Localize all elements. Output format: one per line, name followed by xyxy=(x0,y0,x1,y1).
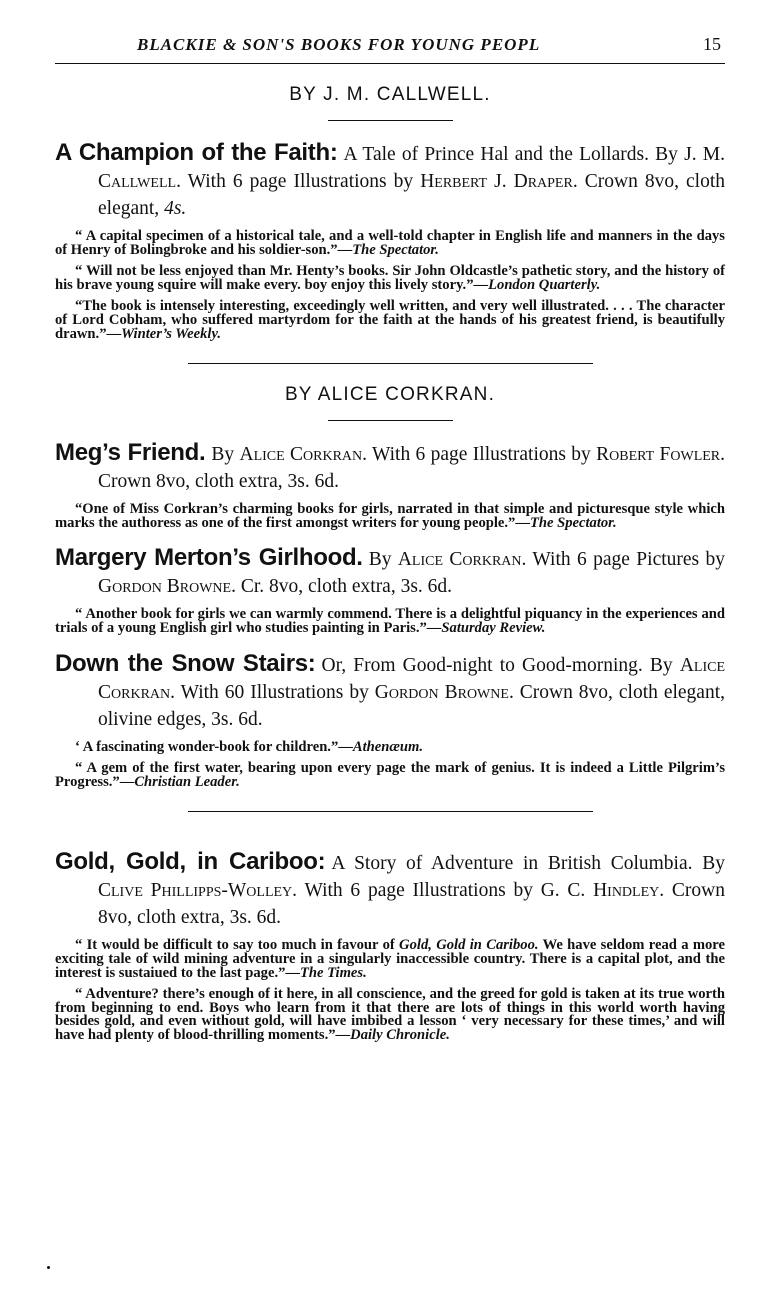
book-title: Gold, Gold, in Cariboo: xyxy=(55,848,326,876)
italic-text: Athenæum. xyxy=(352,738,423,755)
italic-text: London Quarterly. xyxy=(488,276,601,293)
book-title: Margery Merton’s Girlhood. xyxy=(55,544,363,572)
book-description xyxy=(55,544,725,600)
book-entry xyxy=(55,439,725,530)
book-entry xyxy=(55,544,725,635)
italic-text: The Spectator. xyxy=(529,514,617,531)
heading-rule xyxy=(328,420,453,421)
text-run: . With 60 Illustrations by xyxy=(170,681,375,703)
text-run: “ It would be difficult to say too much in favour of xyxy=(75,937,400,954)
text-run: By xyxy=(368,549,398,571)
text-run: . Crown 8vo, cloth elegant, olivine edges, 3s. 6d. xyxy=(98,681,725,730)
review-quote xyxy=(55,300,725,341)
text-run: By xyxy=(211,444,240,466)
stray-mark xyxy=(47,1266,50,1269)
text-run: “ Another book for girls we can warmly commend. There is a delightful piquancy in the experiences and trials of a young English girl who studies painting in Paris.”— xyxy=(55,606,725,636)
section-rule xyxy=(188,363,593,364)
italic-text: 4s. xyxy=(164,198,187,219)
review-quote xyxy=(55,762,725,789)
book-description xyxy=(55,848,725,931)
text-run: “The book is intensely interesting, exceedingly well written, and very well illustrated. . . . The character of Lord Cobham, who suffered martyrdom for the faith at the hands of his greatest friend, is beautifully drawn.”— xyxy=(55,298,725,342)
book-entry xyxy=(55,650,725,790)
text-run: We have seldom read a more exciting tale of wild mining adventure in a singularly inaccessible country. There is a capital plot, and the interest is sustaiued to the last page.”— xyxy=(55,937,725,981)
text-run: Or, From Good-night to Good-morning. By xyxy=(321,654,680,676)
text-run: ‘ A fascinating wonder-book for children.”— xyxy=(75,738,353,755)
review-quote xyxy=(55,608,725,635)
italic-text: Winter’s Weekly. xyxy=(121,325,222,342)
name-smallcaps: Robert Fowler xyxy=(596,444,721,466)
book-entry xyxy=(55,848,725,1042)
author-heading: BY ALICE CORKRAN. xyxy=(284,384,496,406)
author-section xyxy=(55,384,725,812)
book-listings xyxy=(55,84,725,1042)
review-quote xyxy=(55,503,725,530)
book-description xyxy=(55,439,725,495)
text-run: . Crown 8vo, cloth extra, 3s. 6d. xyxy=(98,444,726,493)
text-run: . With 6 page Illustrations by G. C. xyxy=(292,880,594,902)
running-title: BLACKIE & SON'S BOOKS FOR YOUNG PEOPL xyxy=(137,35,541,54)
italic-text: The Spectator. xyxy=(352,241,439,258)
text-run: . Cr. 8vo, cloth extra, 3s. 6d. xyxy=(231,576,453,598)
page-number: 15 xyxy=(703,34,721,54)
name-smallcaps: Hindley xyxy=(593,880,660,902)
text-run: “ Will not be less enjoyed than Mr. Henty’s books. Sir John Oldcastle’s pathetic story, and the history of his brave young squire will make every. boy enjoy this lively story.”— xyxy=(55,263,725,293)
book-title: Meg’s Friend. xyxy=(55,439,206,467)
text-run: . Crown 8vo, cloth extra, 3s. 6d. xyxy=(98,880,725,929)
italic-text: Daily Chronicle. xyxy=(350,1026,450,1043)
author-heading: BY J. M. CALLWELL. xyxy=(289,84,491,105)
text-run: “ A capital specimen of a historical tale, and a well-told chapter in English life and manners in the days of Henry of Bolingbroke and his soldier-son.”— xyxy=(55,228,725,258)
running-header xyxy=(55,34,725,64)
text-run: “One of Miss Corkran’s charming books for girls, narrated in that simple and picturesque style which marks the authoress as one of the first amongst writers for young people.”— xyxy=(55,501,725,531)
text-run: “ A gem of the first water, bearing upon every page the mark of genius. It is indeed a Little Pilgrim’s Progress.”— xyxy=(55,760,725,790)
name-smallcaps: Alice Corkran xyxy=(239,444,363,466)
name-smallcaps: Gordon Browne xyxy=(374,681,509,703)
text-run: A Tale of Prince Hal and the Lollards. By J. M. xyxy=(343,144,726,165)
book-description xyxy=(55,650,725,733)
text-run: “ Adventure? there’s enough of it here, in all conscience, and the greed for gold is taken at its true worth from beginning to end. Boys who learn from it that there are lots of things in this world worth having besides gold, and even without gold, will have imbibed a lesson ‘ very necessary for these times,’ and will have had plenty of blood-thrilling moments.”— xyxy=(55,986,725,1043)
italic-text: Saturday Review. xyxy=(441,619,546,636)
heading-rule xyxy=(328,120,453,121)
book-title: A Champion of the Faith: xyxy=(55,139,338,166)
name-smallcaps: Clive Phillipps-Wolley xyxy=(98,880,293,902)
review-quote xyxy=(55,988,725,1042)
name-smallcaps: Callwell xyxy=(98,171,177,192)
name-smallcaps: Gordon Browne xyxy=(98,576,232,598)
text-run: . With 6 page Illustrations by xyxy=(176,171,421,192)
book-description xyxy=(55,139,725,222)
italic-text: Christian Leader. xyxy=(134,773,240,790)
name-smallcaps: Herbert J. Draper xyxy=(420,171,573,192)
text-run: A Story of Adventure in British Columbia. By xyxy=(331,853,725,875)
book-entry xyxy=(55,139,725,341)
catalogue-page xyxy=(55,34,725,1056)
author-section xyxy=(55,812,725,1042)
author-section xyxy=(55,84,725,364)
review-quote xyxy=(55,738,725,755)
italic-text: The Times. xyxy=(300,964,367,981)
text-run: . With 6 page Pictures by xyxy=(521,549,725,571)
section-spacer xyxy=(55,812,725,848)
review-quote xyxy=(55,230,725,257)
italic-text: Gold, Gold in Cariboo. xyxy=(399,937,539,954)
name-smallcaps: Alice Corkran xyxy=(98,654,725,703)
text-run: . Crown 8vo, cloth elegant, xyxy=(98,171,725,219)
name-smallcaps: Alice Corkran xyxy=(397,549,522,571)
review-quote xyxy=(55,265,725,292)
text-run: . With 6 page Illustrations by xyxy=(362,444,597,466)
book-title: Down the Snow Stairs: xyxy=(55,649,316,677)
review-quote xyxy=(55,939,725,980)
